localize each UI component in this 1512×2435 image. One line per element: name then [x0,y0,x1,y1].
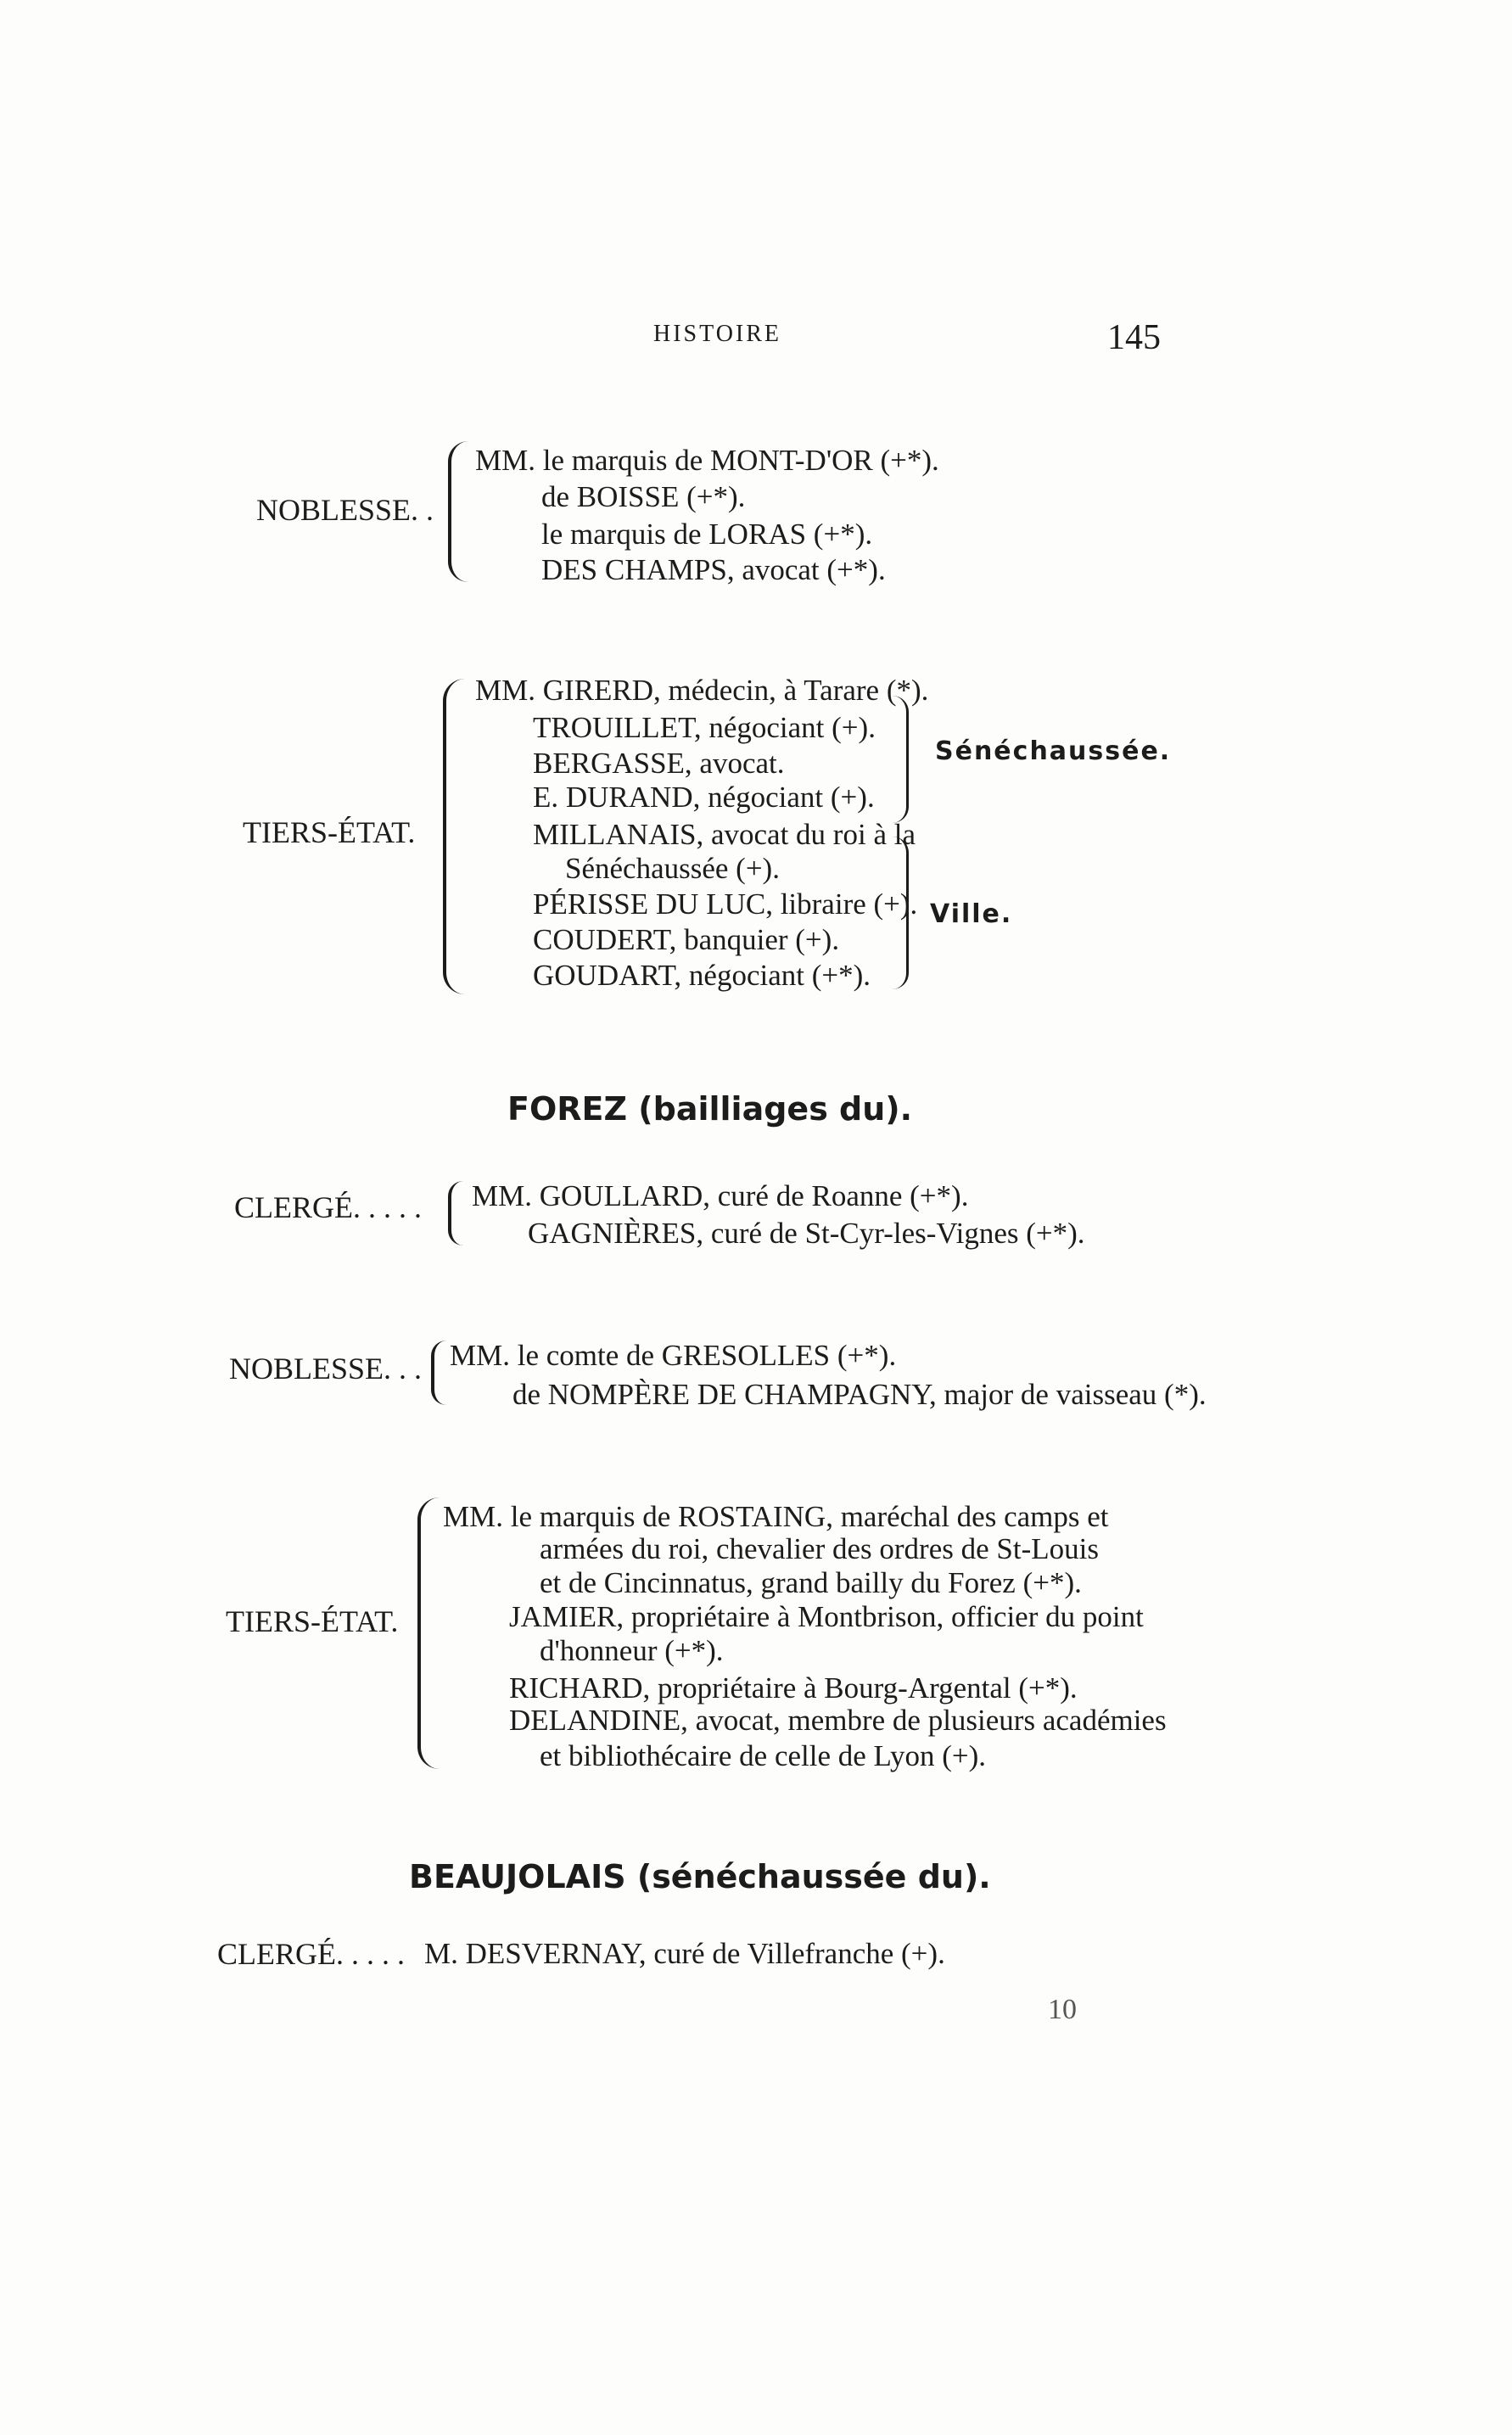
lyon-tiers-label: TIERS-ÉTAT. [243,815,416,849]
forez-tiers-brace [417,1497,440,1769]
running-head: HISTOIRE [653,321,782,347]
forez-tiers-label: TIERS-ÉTAT. [226,1604,399,1638]
list-item: RICHARD, propriétaire à Bourg-Argental (+*). [509,1671,1078,1704]
list-item: d'honneur (+*). [540,1634,724,1667]
list-item: PÉRISSE DU LUC, libraire (+). [533,887,918,921]
list-item: MM. le marquis de MONT-D'OR (+*). [475,444,939,477]
list-item: COUDERT, banquier (+). [533,923,840,956]
lyon-noblesse-label: NOBLESSE. . [256,493,434,527]
list-item: MILLANAIS, avocat du roi à la [533,818,916,851]
list-item: Sénéchaussée (+). [565,852,780,885]
signature-mark: 10 [1048,1994,1077,2025]
list-item: et de Cincinnatus, grand bailly du Forez (+*). [540,1566,1082,1599]
list-item: JAMIER, propriétaire à Montbrison, officier du point [509,1600,1144,1633]
lyon-noblesse-brace [448,441,468,582]
list-item: MM. GOULLARD, curé de Roanne (+*). [472,1179,969,1212]
list-item: DES CHAMPS, avocat (+*). [541,553,886,586]
beaujolais-heading: BEAUJOLAIS (sénéchaussée du). [409,1858,991,1895]
forez-noblesse-brace [431,1341,446,1405]
lyon-tiers-brace [443,679,465,994]
page-number: 145 [1107,318,1161,357]
list-item: GAGNIÈRES, curé de St-Cyr-les-Vignes (+*). [528,1217,1085,1250]
forez-clerge-label: CLERGÉ. . . . . [234,1190,422,1224]
list-item: BERGASSE, avocat. [533,747,785,780]
list-item: DELANDINE, avocat, membre de plusieurs académies [509,1704,1167,1737]
ville-side-label: Ville. [930,899,1013,929]
list-item: MM. le comte de GRESOLLES (+*). [450,1339,897,1372]
forez-clerge-brace [448,1181,463,1245]
forez-heading: FOREZ (bailliages du). [507,1090,913,1128]
list-item: M. DESVERNAY, curé de Villefranche (+). [424,1937,945,1970]
beaujolais-clerge-label: CLERGÉ. . . . . [217,1937,405,1971]
ville-brace [893,837,909,989]
list-item: de BOISSE (+*). [541,480,746,513]
list-item: MM. le marquis de ROSTAING, maréchal des camps et [443,1500,1109,1533]
list-item: TROUILLET, négociant (+). [533,711,876,744]
list-item: et bibliothécaire de celle de Lyon (+). [540,1739,987,1772]
list-item: E. DURAND, négociant (+). [533,781,875,814]
senechaussee-brace [893,696,909,823]
forez-noblesse-label: NOBLESSE. . . [229,1352,423,1385]
senechaussee-side-label: Sénéchaussée. [935,736,1172,766]
list-item: le marquis de LORAS (+*). [541,518,873,551]
list-item: armées du roi, chevalier des ordres de St-Louis [540,1532,1099,1565]
list-item: GOUDART, négociant (+*). [533,959,871,992]
list-item: MM. GIRERD, médecin, à Tarare (*). [475,674,929,707]
list-item: de NOMPÈRE DE CHAMPAGNY, major de vaisseau (*). [512,1378,1207,1411]
